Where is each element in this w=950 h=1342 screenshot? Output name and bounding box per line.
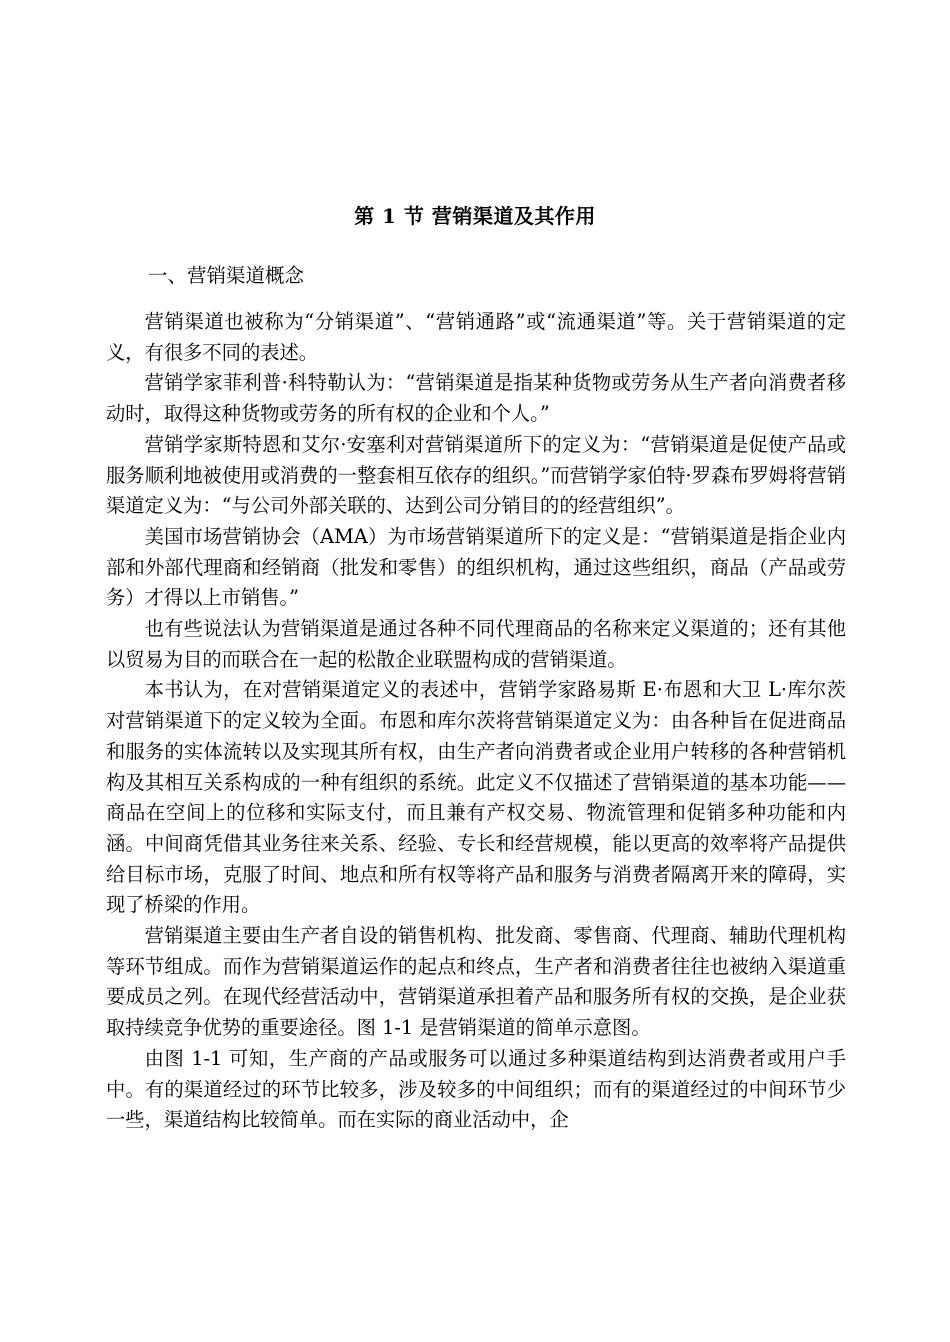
paragraph: 营销学家斯特恩和艾尔·安塞利对营销渠道所下的定义为：“营销渠道是促使产品或服务顺利地被使用或消费的一整套相互依存的组织。”而营销学家伯特·罗森布罗姆将营销渠道定义为：“与公司外部关联的、达到公司分销目的的经营组织”。: [106, 432, 846, 518]
paragraph: 美国市场营销协会（AMA）为市场营销渠道所下的定义是：“营销渠道是指企业内部和外部代理商和经销商（批发和零售）的组织机构，通过这些组织，商品（产品或劳务）才得以上市销售。”: [106, 524, 846, 610]
paragraph: 营销渠道主要由生产者自设的销售机构、批发商、零售商、代理商、辅助代理机构等环节组成。而作为营销渠道运作的起点和终点，生产者和消费者往往也被纳入渠道重要成员之列。在现代经营活动中，营销渠道承担着产品和服务所有权的交换，是企业获取持续竞争优势的重要途径。图 1-1 是营销渠道的简单示意图。: [106, 924, 846, 1040]
section-title: 第 1 节 营销渠道及其作用: [354, 204, 596, 228]
paragraph: 营销渠道也被称为“分销渠道”、“营销通路”或“流通渠道”等。关于营销渠道的定义，有很多不同的表述。: [106, 310, 846, 364]
paragraph: 也有些说法认为营销渠道是通过各种不同代理商品的名称来定义渠道的；还有其他以贸易为目的而联合在一起的松散企业联盟构成的营销渠道。: [106, 617, 846, 671]
body-text: [106, 307, 846, 1136]
subheading: 一、营销渠道概念: [148, 264, 305, 287]
paragraph: 本书认为，在对营销渠道定义的表述中，营销学家路易斯 E·布恩和大卫 L·库尔茨对营销渠道下的定义较为全面。布恩和库尔茨将营销渠道定义为：由各种旨在促进商品和服务的实体流转以及实现其所有权，由生产者向消费者或企业用户转移的各种营销机构及其相互关系构成的一种有组织的系统。此定义不仅描述了营销渠道的基本功能——商品在空间上的位移和实际支付，而且兼有产权交易、物流管理和促销多种功能和内涵。中间商凭借其业务往来关系、经验、专长和经营规模，能以更高的效率将产品提供给目标市场，克服了时间、地点和所有权等将产品和服务与消费者隔离开来的障碍，实现了桥梁的作用。: [106, 678, 846, 917]
paragraph: 由图 1-1 可知，生产商的产品或服务可以通过多种渠道结构到达消费者或用户手中。有的渠道经过的环节比较多，涉及较多的中间组织；而有的渠道经过的中间环节少一些，渠道结构比较简单。而在实际的商业活动中，企: [106, 1046, 846, 1132]
paragraph: 营销学家菲利普·科特勒认为：“营销渠道是指某种货物或劳务从生产者向消费者移动时，取得这种货物或劳务的所有权的企业和个人。”: [106, 371, 846, 426]
